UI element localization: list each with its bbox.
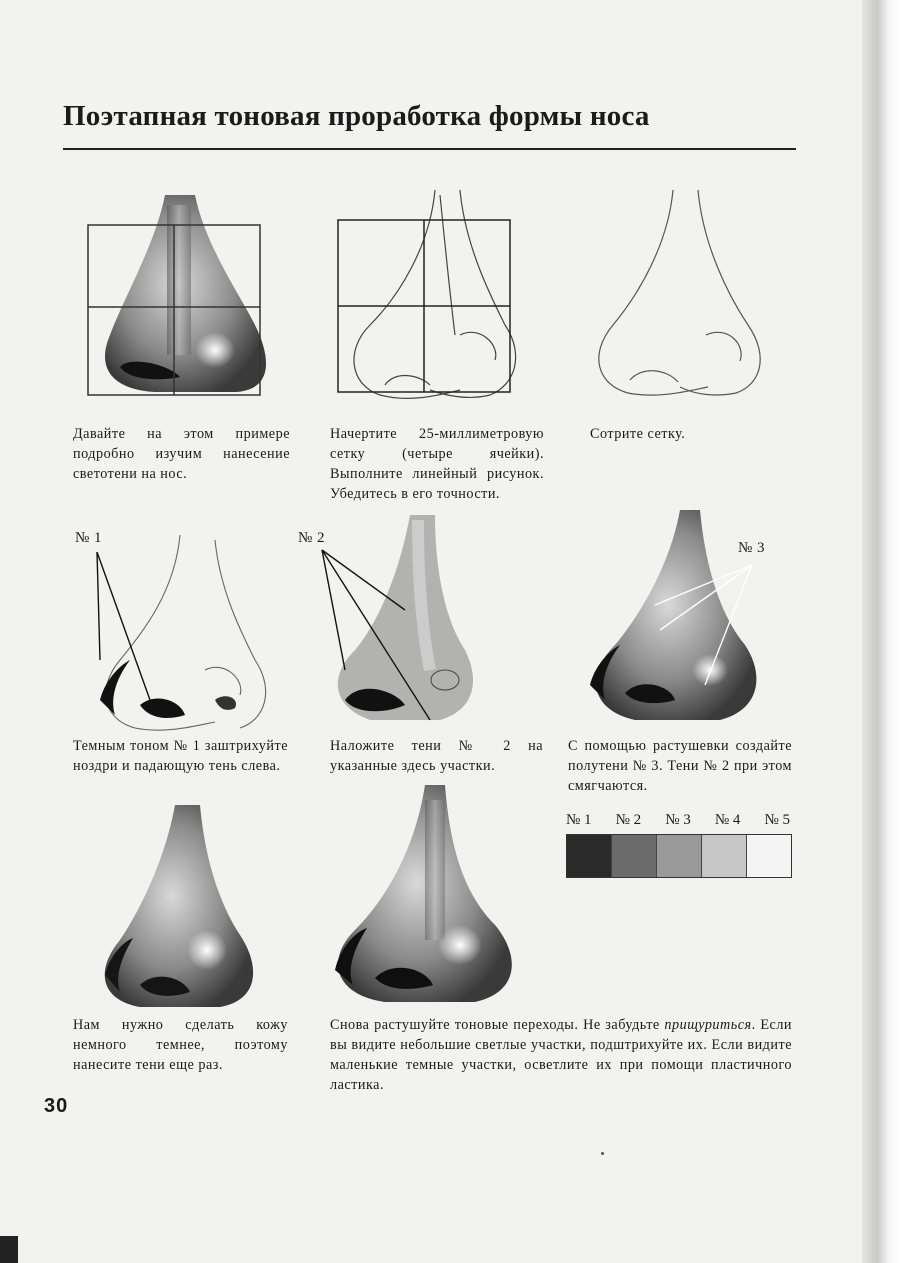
step8-text-a: Снова растушуйте тоновые переходы. Не забудьте (330, 1017, 665, 1033)
tone-scale-label: № 4 (714, 812, 741, 828)
nose-drawing-icon (590, 510, 756, 720)
step5-caption: Наложите тени № 2 на указанные здесь участки. (330, 738, 543, 774)
tone-swatch (702, 835, 747, 877)
nose-drawing-icon (599, 190, 760, 395)
tone-swatch (747, 835, 791, 877)
tone-scale-label: № 1 (566, 812, 592, 828)
tone-scale-label: № 3 (665, 812, 691, 828)
nose-drawing-icon (105, 805, 253, 1007)
nose-drawing-icon (100, 535, 266, 730)
fig-shaded-grid (85, 185, 285, 410)
step8-caption (330, 1015, 792, 1095)
tone-swatch (612, 835, 657, 877)
dust-speck (601, 1152, 604, 1155)
step4-caption: Темным тоном № 1 заштрихуйте ноздри и падающую тень слева. (73, 738, 288, 774)
fig-tone-2 (300, 510, 510, 730)
scan-edge-mark (0, 1236, 18, 1263)
fig-tone-3 (580, 505, 780, 730)
fig-line-grid (330, 185, 550, 415)
tone-scale-label: № 5 (764, 812, 790, 828)
fig-darken-skin (95, 800, 265, 1010)
step7-caption: Нам нужно сделать кожу немного темнее, поэтому нанесите тени еще раз. (73, 1017, 288, 1073)
step3-caption: Сотрите сетку. (590, 426, 686, 442)
tone-scale (566, 834, 792, 878)
tone-scale-labels (566, 812, 790, 829)
label-tone-2: № 2 (298, 530, 326, 546)
label-tone-1: № 1 (75, 530, 103, 546)
fig-blend-final (325, 780, 525, 1010)
nose-drawing-icon (338, 515, 473, 720)
tone-scale-label: № 2 (615, 812, 642, 828)
title-rule (63, 148, 796, 150)
fig-tone-1 (85, 530, 285, 740)
step6-caption: С помощью растушевки создайте полутени № 3. Тени № 2 при этом смягчаются. (568, 738, 792, 794)
fig-line-clean (588, 185, 778, 415)
step8-text-b: . Если вы видите небольшие светлые участки, подштрихуйте их. Если видите маленькие темные участки, осветлите их при помощи пластичного ластика. (330, 1017, 792, 1093)
page-title: Поэтапная тоновая проработка формы носа (63, 100, 650, 132)
step1-caption: Давайте на этом примере подробно изучим нанесение светотени на нос. (73, 426, 290, 482)
page-edge (862, 0, 900, 1263)
step2-caption: Начертите 25-миллиметровую сетку (четыре ячейки). Выполните линейный рисунок. Убедитесь в его точности. (330, 426, 544, 502)
step8-emphasis: прищуриться (664, 1017, 752, 1033)
label-tone-3: № 3 (738, 540, 766, 556)
tone-swatch (567, 835, 612, 877)
nose-drawing-icon (335, 785, 512, 1002)
page-number: 30 (44, 1095, 69, 1117)
tone-swatch (657, 835, 702, 877)
nose-drawing-icon (354, 190, 516, 398)
